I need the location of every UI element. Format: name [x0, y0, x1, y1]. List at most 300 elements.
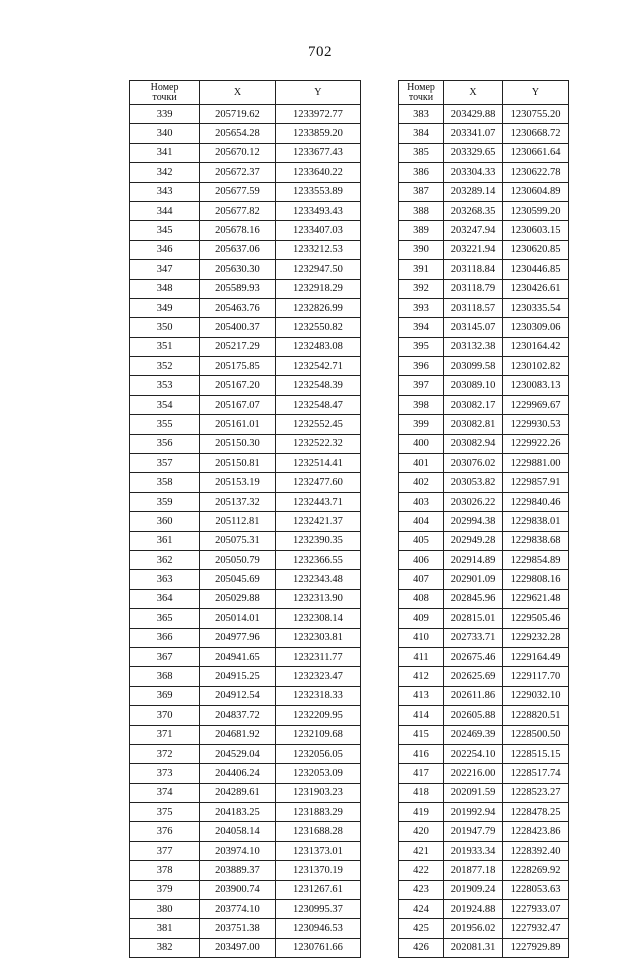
x-coordinate-cell: 202901.09: [444, 570, 503, 589]
x-coordinate-cell: 202949.28: [444, 531, 503, 550]
y-coordinate-cell: 1229857.91: [503, 473, 569, 492]
y-coordinate-cell: 1231267.61: [275, 880, 360, 899]
table-row: [399, 589, 569, 608]
x-coordinate-cell: 202733.71: [444, 628, 503, 647]
point-number-cell: 391: [399, 260, 444, 279]
point-number-cell: 408: [399, 589, 444, 608]
point-number-cell: 397: [399, 376, 444, 395]
y-coordinate-cell: 1233640.22: [275, 163, 360, 182]
point-number-cell: 425: [399, 919, 444, 938]
y-coordinate-cell: 1232443.71: [275, 492, 360, 511]
x-coordinate-cell: 204406.24: [200, 764, 276, 783]
y-coordinate-cell: 1227933.07: [503, 900, 569, 919]
x-coordinate-cell: 203497.00: [200, 938, 276, 957]
point-number-cell: 364: [130, 589, 200, 608]
table-row: [399, 647, 569, 666]
x-coordinate-cell: 203751.38: [200, 919, 276, 938]
x-coordinate-cell: 205161.01: [200, 415, 276, 434]
point-number-cell: 418: [399, 783, 444, 802]
x-coordinate-cell: 205167.20: [200, 376, 276, 395]
x-coordinate-cell: 202611.86: [444, 686, 503, 705]
y-coordinate-cell: 1232947.50: [275, 260, 360, 279]
table-row: [399, 337, 569, 356]
point-number-cell: 377: [130, 841, 200, 860]
point-number-cell: 368: [130, 667, 200, 686]
table-row: [399, 841, 569, 860]
x-coordinate-cell: 205670.12: [200, 143, 276, 162]
point-number-cell: 375: [130, 803, 200, 822]
y-coordinate-cell: 1232548.39: [275, 376, 360, 395]
table-body: [399, 105, 569, 958]
table-row: [130, 744, 361, 763]
y-coordinate-cell: 1231370.19: [275, 861, 360, 880]
point-number-cell: 373: [130, 764, 200, 783]
y-coordinate-cell: 1228392.40: [503, 841, 569, 860]
y-coordinate-cell: 1232918.29: [275, 279, 360, 298]
y-coordinate-cell: 1229838.68: [503, 531, 569, 550]
point-number-cell: 416: [399, 744, 444, 763]
y-coordinate-cell: 1230446.85: [503, 260, 569, 279]
point-number-cell: 412: [399, 667, 444, 686]
table-row: [399, 357, 569, 376]
y-coordinate-cell: 1232390.35: [275, 531, 360, 550]
table-row: [130, 182, 361, 201]
x-coordinate-cell: 205112.81: [200, 512, 276, 531]
y-coordinate-cell: 1232550.82: [275, 318, 360, 337]
x-coordinate-cell: 205672.37: [200, 163, 276, 182]
x-coordinate-cell: 202815.01: [444, 609, 503, 628]
y-coordinate-cell: 1228517.74: [503, 764, 569, 783]
point-number-cell: 355: [130, 415, 200, 434]
y-coordinate-cell: 1228515.15: [503, 744, 569, 763]
point-number-cell: 342: [130, 163, 200, 182]
table-row: [399, 938, 569, 957]
point-number-cell: 422: [399, 861, 444, 880]
table-row: [399, 628, 569, 647]
x-coordinate-cell: 203089.10: [444, 376, 503, 395]
point-number-cell: 423: [399, 880, 444, 899]
table-row: [130, 667, 361, 686]
table-row: [130, 376, 361, 395]
x-coordinate-cell: 205029.88: [200, 589, 276, 608]
x-coordinate-cell: 205400.37: [200, 318, 276, 337]
point-number-cell: 343: [130, 182, 200, 201]
table-row: [399, 512, 569, 531]
x-coordinate-cell: 201947.79: [444, 822, 503, 841]
point-number-cell: 376: [130, 822, 200, 841]
x-coordinate-cell: 203268.35: [444, 201, 503, 220]
table-row: [130, 725, 361, 744]
table-row: [130, 512, 361, 531]
x-coordinate-cell: 205045.69: [200, 570, 276, 589]
point-number-cell: 395: [399, 337, 444, 356]
point-number-cell: 363: [130, 570, 200, 589]
point-number-cell: 362: [130, 550, 200, 569]
y-coordinate-cell: 1232483.08: [275, 337, 360, 356]
point-number-cell: 348: [130, 279, 200, 298]
point-number-cell: 351: [130, 337, 200, 356]
point-number-cell: 390: [399, 240, 444, 259]
point-number-cell: 396: [399, 357, 444, 376]
table-row: [399, 279, 569, 298]
y-coordinate-cell: 1233677.43: [275, 143, 360, 162]
point-number-cell: 417: [399, 764, 444, 783]
y-coordinate-cell: 1229621.48: [503, 589, 569, 608]
x-coordinate-cell: 202625.69: [444, 667, 503, 686]
y-coordinate-cell: 1227929.89: [503, 938, 569, 957]
x-coordinate-cell: 202605.88: [444, 706, 503, 725]
x-coordinate-cell: 203132.38: [444, 337, 503, 356]
point-number-cell: 394: [399, 318, 444, 337]
x-coordinate-cell: 204289.61: [200, 783, 276, 802]
table-row: [130, 822, 361, 841]
y-coordinate-cell: 1230604.89: [503, 182, 569, 201]
point-number-cell: 341: [130, 143, 200, 162]
x-coordinate-cell: 203289.14: [444, 182, 503, 201]
x-coordinate-cell: 202994.38: [444, 512, 503, 531]
point-number-cell: 398: [399, 395, 444, 414]
header-y: Y: [503, 81, 569, 105]
table-row: [399, 725, 569, 744]
point-number-cell: 352: [130, 357, 200, 376]
table-body: [130, 105, 361, 958]
y-coordinate-cell: 1230335.54: [503, 298, 569, 317]
y-coordinate-cell: 1230995.37: [275, 900, 360, 919]
point-number-cell: 340: [130, 124, 200, 143]
table-row: [130, 764, 361, 783]
table-row: [130, 337, 361, 356]
y-coordinate-cell: 1228053.63: [503, 880, 569, 899]
x-coordinate-cell: 202845.96: [444, 589, 503, 608]
table-row: [130, 105, 361, 124]
point-number-cell: 387: [399, 182, 444, 201]
y-coordinate-cell: 1232056.05: [275, 744, 360, 763]
y-coordinate-cell: 1229930.53: [503, 415, 569, 434]
x-coordinate-cell: 203118.84: [444, 260, 503, 279]
table-row: [399, 861, 569, 880]
table-row: [130, 531, 361, 550]
table-row: [130, 357, 361, 376]
x-coordinate-cell: 202091.59: [444, 783, 503, 802]
table-row: [130, 686, 361, 705]
x-coordinate-cell: 203082.81: [444, 415, 503, 434]
x-coordinate-cell: 203774.10: [200, 900, 276, 919]
x-coordinate-cell: 204977.96: [200, 628, 276, 647]
y-coordinate-cell: 1231903.23: [275, 783, 360, 802]
table-row: [399, 744, 569, 763]
table-row: [399, 434, 569, 453]
x-coordinate-cell: 203221.94: [444, 240, 503, 259]
x-coordinate-cell: 203026.22: [444, 492, 503, 511]
table-row: [130, 240, 361, 259]
y-coordinate-cell: 1230620.85: [503, 240, 569, 259]
table-header: [399, 81, 569, 105]
x-coordinate-cell: 205167.07: [200, 395, 276, 414]
x-coordinate-cell: 205175.85: [200, 357, 276, 376]
x-coordinate-cell: 203118.57: [444, 298, 503, 317]
y-coordinate-cell: 1232311.77: [275, 647, 360, 666]
y-coordinate-cell: 1230102.82: [503, 357, 569, 376]
point-number-cell: 385: [399, 143, 444, 162]
table-row: [399, 473, 569, 492]
table-row: [399, 550, 569, 569]
point-number-cell: 371: [130, 725, 200, 744]
table-row: [130, 454, 361, 473]
x-coordinate-cell: 203429.88: [444, 105, 503, 124]
table-row: [130, 609, 361, 628]
y-coordinate-cell: 1231883.29: [275, 803, 360, 822]
table-row: [399, 492, 569, 511]
y-coordinate-cell: 1230661.64: [503, 143, 569, 162]
table-row: [130, 163, 361, 182]
x-coordinate-cell: 202216.00: [444, 764, 503, 783]
table-row: [399, 531, 569, 550]
table-row: [130, 201, 361, 220]
point-number-cell: 403: [399, 492, 444, 511]
x-coordinate-cell: 203099.58: [444, 357, 503, 376]
point-number-cell: 399: [399, 415, 444, 434]
y-coordinate-cell: 1232366.55: [275, 550, 360, 569]
point-number-cell: 361: [130, 531, 200, 550]
y-coordinate-cell: 1233212.53: [275, 240, 360, 259]
point-number-cell: 419: [399, 803, 444, 822]
point-number-cell: 357: [130, 454, 200, 473]
point-number-cell: 392: [399, 279, 444, 298]
point-number-cell: 414: [399, 706, 444, 725]
y-coordinate-cell: 1233553.89: [275, 182, 360, 201]
table-row: [399, 667, 569, 686]
x-coordinate-cell: 202254.10: [444, 744, 503, 763]
x-coordinate-cell: 203900.74: [200, 880, 276, 899]
y-coordinate-cell: 1228478.25: [503, 803, 569, 822]
table-row: [399, 182, 569, 201]
y-coordinate-cell: 1232318.33: [275, 686, 360, 705]
x-coordinate-cell: 204058.14: [200, 822, 276, 841]
table-row: [399, 124, 569, 143]
x-coordinate-cell: 203053.82: [444, 473, 503, 492]
table-row: [130, 550, 361, 569]
table-row: [399, 609, 569, 628]
y-coordinate-cell: 1233407.03: [275, 221, 360, 240]
point-number-cell: 406: [399, 550, 444, 569]
x-coordinate-cell: 201956.02: [444, 919, 503, 938]
table-row: [130, 395, 361, 414]
y-coordinate-cell: 1229505.46: [503, 609, 569, 628]
table-row: [399, 686, 569, 705]
y-coordinate-cell: 1230164.42: [503, 337, 569, 356]
table-row: [130, 880, 361, 899]
y-coordinate-cell: 1228523.27: [503, 783, 569, 802]
x-coordinate-cell: 204912.54: [200, 686, 276, 705]
table-row: [399, 376, 569, 395]
point-number-cell: 360: [130, 512, 200, 531]
y-coordinate-cell: 1232323.47: [275, 667, 360, 686]
y-coordinate-cell: 1232421.37: [275, 512, 360, 531]
point-number-cell: 407: [399, 570, 444, 589]
table-row: [399, 163, 569, 182]
x-coordinate-cell: 205654.28: [200, 124, 276, 143]
y-coordinate-cell: 1229922.26: [503, 434, 569, 453]
y-coordinate-cell: 1228500.50: [503, 725, 569, 744]
point-number-cell: 345: [130, 221, 200, 240]
table-row: [399, 105, 569, 124]
table-row: [130, 589, 361, 608]
y-coordinate-cell: 1230668.72: [503, 124, 569, 143]
x-coordinate-cell: 205217.29: [200, 337, 276, 356]
point-number-cell: 356: [130, 434, 200, 453]
table-row: [399, 298, 569, 317]
y-coordinate-cell: 1232826.99: [275, 298, 360, 317]
coordinates-table-left: [129, 80, 361, 958]
point-number-cell: 415: [399, 725, 444, 744]
point-number-cell: 374: [130, 783, 200, 802]
table-row: [130, 570, 361, 589]
point-number-cell: 421: [399, 841, 444, 860]
point-number-cell: 339: [130, 105, 200, 124]
point-number-cell: 353: [130, 376, 200, 395]
y-coordinate-cell: 1232308.14: [275, 609, 360, 628]
x-coordinate-cell: 202081.31: [444, 938, 503, 957]
point-number-cell: 382: [130, 938, 200, 957]
x-coordinate-cell: 203247.94: [444, 221, 503, 240]
x-coordinate-cell: 203304.33: [444, 163, 503, 182]
table-row: [130, 124, 361, 143]
table-row: [130, 900, 361, 919]
point-number-cell: 384: [399, 124, 444, 143]
y-coordinate-cell: 1229854.89: [503, 550, 569, 569]
table-row: [399, 221, 569, 240]
y-coordinate-cell: 1233859.20: [275, 124, 360, 143]
table-row: [399, 240, 569, 259]
y-coordinate-cell: 1232209.95: [275, 706, 360, 725]
table-row: [130, 415, 361, 434]
y-coordinate-cell: 1232343.48: [275, 570, 360, 589]
y-coordinate-cell: 1233972.77: [275, 105, 360, 124]
point-number-cell: 424: [399, 900, 444, 919]
y-coordinate-cell: 1231373.01: [275, 841, 360, 860]
point-number-cell: 389: [399, 221, 444, 240]
x-coordinate-cell: 205677.59: [200, 182, 276, 201]
y-coordinate-cell: 1230083.13: [503, 376, 569, 395]
point-number-cell: 386: [399, 163, 444, 182]
point-number-cell: 379: [130, 880, 200, 899]
table-row: [399, 764, 569, 783]
point-number-cell: 367: [130, 647, 200, 666]
x-coordinate-cell: 202914.89: [444, 550, 503, 569]
point-number-cell: 359: [130, 492, 200, 511]
x-coordinate-cell: 203118.79: [444, 279, 503, 298]
y-coordinate-cell: 1230603.15: [503, 221, 569, 240]
table-row: [130, 919, 361, 938]
y-coordinate-cell: 1232109.68: [275, 725, 360, 744]
point-number-cell: 404: [399, 512, 444, 531]
x-coordinate-cell: 205137.32: [200, 492, 276, 511]
x-coordinate-cell: 205153.19: [200, 473, 276, 492]
point-number-cell: 410: [399, 628, 444, 647]
x-coordinate-cell: 203076.02: [444, 454, 503, 473]
table-row: [130, 279, 361, 298]
table-row: [399, 454, 569, 473]
point-number-cell: 383: [399, 105, 444, 124]
point-number-cell: 372: [130, 744, 200, 763]
table-row: [130, 143, 361, 162]
table-row: [130, 318, 361, 337]
x-coordinate-cell: 204681.92: [200, 725, 276, 744]
y-coordinate-cell: 1230622.78: [503, 163, 569, 182]
table-row: [130, 492, 361, 511]
y-coordinate-cell: 1229881.00: [503, 454, 569, 473]
y-coordinate-cell: 1230426.61: [503, 279, 569, 298]
y-coordinate-cell: 1229808.16: [503, 570, 569, 589]
y-coordinate-cell: 1230599.20: [503, 201, 569, 220]
table-row: [130, 221, 361, 240]
point-number-cell: 365: [130, 609, 200, 628]
table-row: [399, 415, 569, 434]
table-row: [399, 143, 569, 162]
x-coordinate-cell: 202469.39: [444, 725, 503, 744]
point-number-cell: 358: [130, 473, 200, 492]
table-row: [399, 822, 569, 841]
point-number-cell: 413: [399, 686, 444, 705]
point-number-cell: 344: [130, 201, 200, 220]
x-coordinate-cell: 205075.31: [200, 531, 276, 550]
x-coordinate-cell: 203329.65: [444, 143, 503, 162]
y-coordinate-cell: 1232522.32: [275, 434, 360, 453]
point-number-cell: 402: [399, 473, 444, 492]
x-coordinate-cell: 205630.30: [200, 260, 276, 279]
table-row: [399, 803, 569, 822]
y-coordinate-cell: 1229032.10: [503, 686, 569, 705]
x-coordinate-cell: 203145.07: [444, 318, 503, 337]
x-coordinate-cell: 204837.72: [200, 706, 276, 725]
x-coordinate-cell: 201933.34: [444, 841, 503, 860]
point-number-cell: 411: [399, 647, 444, 666]
coordinates-table-right: [398, 80, 569, 958]
x-coordinate-cell: 201924.88: [444, 900, 503, 919]
page-number: 702: [308, 44, 332, 60]
point-number-cell: 370: [130, 706, 200, 725]
point-number-cell: 405: [399, 531, 444, 550]
point-number-cell: 347: [130, 260, 200, 279]
y-coordinate-cell: 1232053.09: [275, 764, 360, 783]
point-number-cell: 350: [130, 318, 200, 337]
x-coordinate-cell: 204915.25: [200, 667, 276, 686]
point-number-cell: 349: [130, 298, 200, 317]
point-number-cell: 388: [399, 201, 444, 220]
y-coordinate-cell: 1232303.81: [275, 628, 360, 647]
table-row: [130, 783, 361, 802]
point-number-cell: 420: [399, 822, 444, 841]
x-coordinate-cell: 205678.16: [200, 221, 276, 240]
point-number-cell: 426: [399, 938, 444, 957]
x-coordinate-cell: 205050.79: [200, 550, 276, 569]
x-coordinate-cell: 205014.01: [200, 609, 276, 628]
x-coordinate-cell: 203082.94: [444, 434, 503, 453]
y-coordinate-cell: 1230761.66: [275, 938, 360, 957]
table-row: [399, 880, 569, 899]
y-coordinate-cell: 1229117.70: [503, 667, 569, 686]
y-coordinate-cell: 1227932.47: [503, 919, 569, 938]
y-coordinate-cell: 1229164.49: [503, 647, 569, 666]
point-number-cell: 369: [130, 686, 200, 705]
x-coordinate-cell: 201992.94: [444, 803, 503, 822]
table-row: [399, 318, 569, 337]
point-number-cell: 381: [130, 919, 200, 938]
y-coordinate-cell: 1228820.51: [503, 706, 569, 725]
table-header: [130, 81, 361, 105]
x-coordinate-cell: 203341.07: [444, 124, 503, 143]
table-row: [399, 570, 569, 589]
